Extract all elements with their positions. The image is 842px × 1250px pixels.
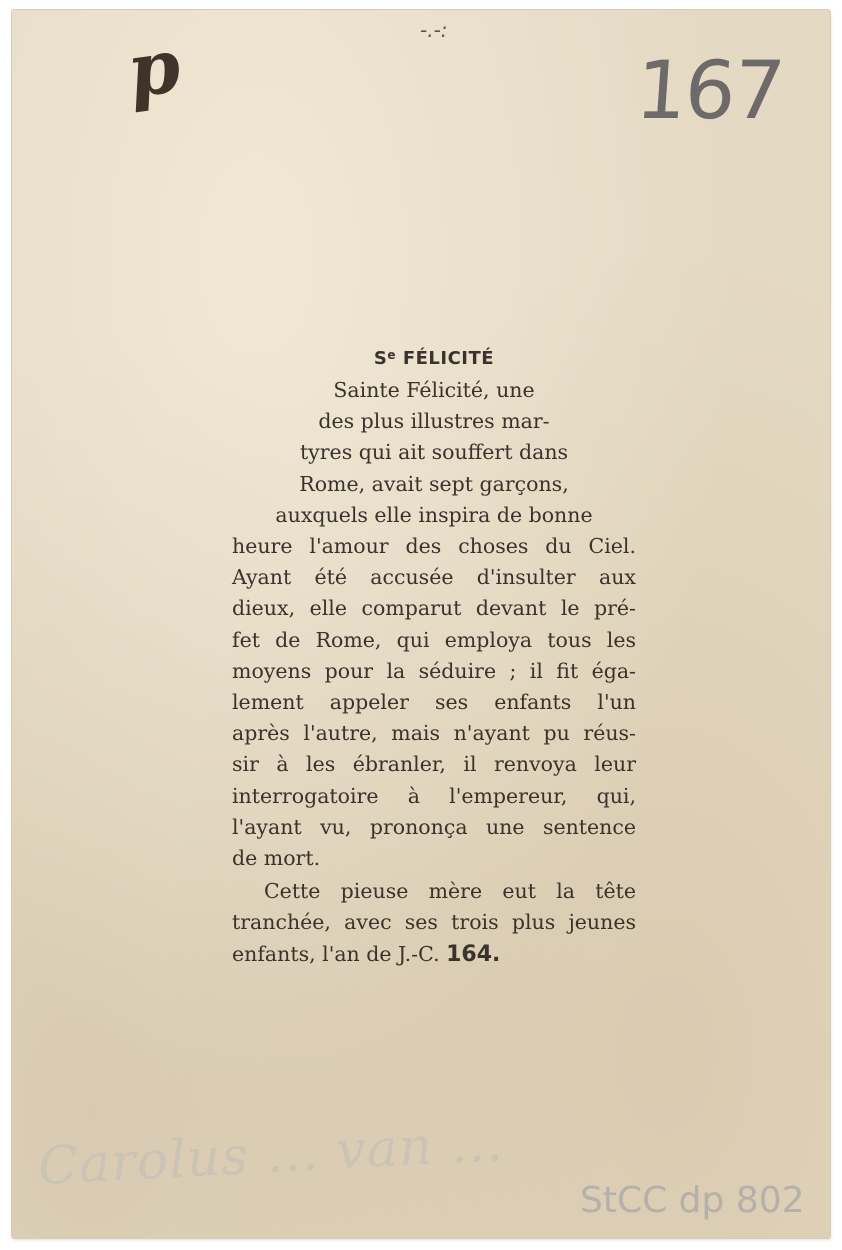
text-line: l'ayant vu, prononça une sentence [232,814,636,839]
bottom-left-pencil-script: Carolus ... van ... [36,1112,505,1198]
card-text [232,348,636,970]
text-line: Ayant été accusée d'insulter aux [232,565,636,590]
text-line-last [232,939,636,970]
text-line: Sainte Félicité, une [333,378,535,402]
text-line: de mort. [232,846,321,871]
top-left-handwritten-mark: p [122,22,186,116]
title-sup: e [387,348,397,362]
text-line: heure l'amour des choses du Ciel. [232,534,636,559]
year: 164. [446,941,501,967]
text-line: interrogatoire à l'empereur, qui, [232,783,636,808]
text-line: sir à les ébranler, il renvoya leur [232,752,636,777]
paragraph-1 [232,375,636,874]
title-main: FÉLICITÉ [402,348,495,369]
top-right-inventory-number: 167 [632,44,786,137]
text-line: des plus illustres mar- [318,409,550,434]
text-line: Rome, avait sept garçons, [299,471,569,496]
text-line: tranchée, avec ses trois plus jeunes [232,910,636,935]
text-line: moyens pour la séduire ; il fit éga- [232,658,636,683]
text-line: enfants, l'an de J.-C. [232,941,440,966]
title-abbrev: S [373,348,388,369]
text-line: après l'autre, mais n'ayant pu réus- [232,721,636,746]
saint-title [232,348,636,369]
text-line: auxquels elle inspira de bonne [275,502,593,527]
top-center-mark: -.-: [420,18,448,42]
text-line: lement appeler ses enfants l'un [232,690,636,715]
bottom-right-reference: StCC dp 802 [580,1180,805,1221]
text-line: fet de Rome, qui employa tous les [232,627,636,652]
paragraph-2 [232,876,636,970]
text-line: tyres qui ait souffert dans [299,440,569,465]
text-line: Cette pieuse mère eut la tête [264,879,636,904]
text-line: dieux, elle comparut devant le pré- [232,596,636,621]
